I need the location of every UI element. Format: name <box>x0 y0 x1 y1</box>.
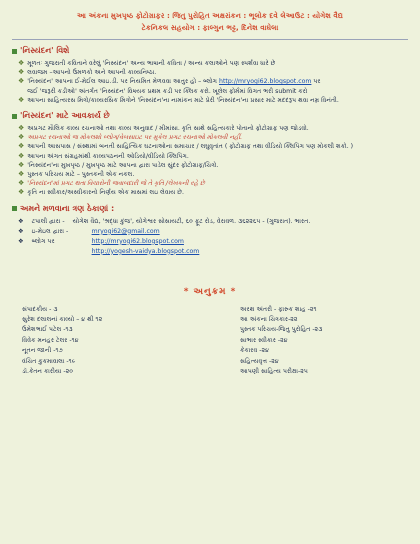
list-item: ❖ અપ્રગટ મૌલિક કાવ્ય રચનાઓ તથા કાવ્ય અનુવાદ / મીમાંસા. કૃતિ સાથે સહિત્યકારે પોતાનો ફોટોગ્રાફ પણ જોડવો. <box>18 124 309 133</box>
index-entry: પુસ્તક પરિચય-જિતુ પુરોહિત -૨૩ <box>240 326 323 334</box>
contact-blog-2 <box>18 247 408 257</box>
index-entry: આપણી સાહિત્ય પરીક્ષા-૨૫ <box>240 368 308 376</box>
contact-blog: ❖ બ્લોગ પર http://mryogi62.blogspot.com <box>18 237 184 245</box>
list-item: ❖ આપના સાહિત્યરસ મિત્રો/કાવ્યરસિક મિત્રોને 'નિસ્યંદન'ના નામાંકન માટે પ્રેરી 'નિસ્યંદન'ના પ્રસાર માટે મદદરૂપ થવા નમ્ર વિનંતી. <box>18 95 339 104</box>
credits-block <box>12 10 408 34</box>
list-item: જઈ 'જરૂરી કડીઓ' અંતર્ગત 'નિસ્યંદન' વિષયક પ્રથમ કડી પર ક્લિક કરો. ખૂલેલ ફોર્મમાં વિગત ભરી submit કરો <box>27 87 308 95</box>
top-divider <box>12 39 408 40</box>
index-entry: કેકારવ -૨૪ <box>240 347 269 355</box>
diamond-icon: ❖ <box>18 237 24 245</box>
list-item: ❖ આપની આસપાસ / સંસ્થામાં બનતી સાહિત્યિક ઘટનાઓના સમાચાર / લઘુવૃતાંત ( ફોટોગ્રાફ તથા વીડિયો ક્લિપિંગ પણ મોકલી શકો. ) <box>18 142 354 151</box>
index-entry: વિવેક મનહર ટેલર -૧૪ <box>22 336 79 344</box>
about-list <box>12 59 408 105</box>
blog-link-2[interactable]: http://yogesh-vaidya.blogspot.com <box>91 247 200 255</box>
list-item: ❖ લવાજમ –આપનો ઉમળકો અને આપની કાવ્યનિષ્ઠા. <box>18 68 157 77</box>
index-right-column <box>240 305 400 378</box>
list-item: ❖ આપના અંગત સંગ્રહમાંથી કાવ્યપઠનની ઓડિયો/વીડિયો ક્લિપિંગ. <box>18 151 189 160</box>
index-columns <box>12 305 408 378</box>
invite-list <box>12 124 408 198</box>
list-item: ❖ 'નિસ્યંદન'ના મુખપૃષ્ઠ / મુખપૃષ્ઠ માટે આપના દ્વારા પાડેલ સુંદર ફોટોગ્રાફ/ચિત્રો. <box>18 160 219 169</box>
contact-email: ❖ ઇ-મેઇલ દ્વારા - mryogi62@gmail.com <box>18 227 160 235</box>
index-entry: વંચિત કુકમાવાલા -૧૯ <box>22 357 76 365</box>
index-entry: આ અંકના ચિત્રકાર-૨૨ <box>240 316 298 324</box>
credits-line-2: ટેકનિકલ સહયોગ : ફાલ્ગુન ભટ્ટ, દિનેશ વાઘેલા <box>141 23 279 32</box>
diamond-icon: ❖ <box>18 170 25 179</box>
list-item: ❖ કૃતિ ના સ્વીકાર/અસ્વીકારનો નિર્ણય એક માસમાં લઇ લેવાય છે. <box>18 188 184 197</box>
index-entry: અરથ અંતરી - ફારુક શાહ -૨૧ <box>240 305 317 313</box>
diamond-icon: ❖ <box>18 124 25 133</box>
contact-section-title: અમને મળવાના ત્રણ ઠેકાણાં : <box>12 204 408 214</box>
diamond-icon: ❖ <box>18 151 25 160</box>
diamond-icon: ❖ <box>18 77 25 86</box>
index-left-column <box>22 305 182 378</box>
index-entry: સાભાર સ્વીકાર -૨૪ <box>240 336 288 344</box>
diamond-icon: ❖ <box>18 160 25 169</box>
index-entry: ડૉ.કેતન કારીયા -૨૦ <box>22 368 73 376</box>
diamond-icon: ❖ <box>18 227 24 235</box>
index-title: * અનુક્રમ * <box>183 286 237 297</box>
list-item: ❖ 'નિસ્યંદન'માં પ્રગટ થતા વિચારોની જવાબદારી જે તે કૃતિ /લેખકની રહે છે <box>18 179 205 188</box>
spacer <box>12 257 408 287</box>
contact-postal: ❖ ટપાલી દ્વારા - યોગેશ વૈદ્ય, 'શ્રદ્ધા કુંજ', યોગેશ્વર સોસાયટી, ૬૦ ફૂટ રોડ, વેરાવળ. ૩૬૨૨૬૫ - (ગુજરાત). ભારત. <box>18 217 311 225</box>
index-entry: સંપાદકીય - ૩ <box>22 305 58 313</box>
index-entry: સહિત્યવૃત્ત -૨૪ <box>240 357 279 365</box>
list-item: ❖ 'નિસ્યંદન' આપના ઈ-મેઈલ આઇ.ડી. પર નિયમિત મેળવવા આતુર હો – બ્લોગ http://mryogi62.blogspot.com પર <box>18 77 321 86</box>
credits-line-1: આ અંકના મુખપૃષ્ઠ ફોટોગ્રાફર : જિતુ પુરોહિત અક્ષરાંકન : ભૂલોક દવે લેઆઉટ : યોગેશ વૈદ્ય <box>77 11 343 20</box>
diamond-icon: ❖ <box>18 217 24 225</box>
diamond-icon: ❖ <box>18 188 25 197</box>
diamond-icon: ❖ <box>18 179 25 188</box>
blog-link-1[interactable]: http://mryogi62.blogspot.com <box>91 237 184 245</box>
diamond-icon: ❖ <box>18 95 25 104</box>
index-entry: નૂતન જાની -૧૭ <box>22 347 63 355</box>
list-item: ❖ મૂળતઃ ગુજરાતી કવિતાને વરેલું 'નિસ્યંદન' અન્ય ભાષાની કવિતા / અન્ય કલાઓને પણ સ્પર્શવા ધારે છે <box>18 59 276 67</box>
list-item: ❖ પુસ્તક પરિચય માટે – પુસ્તકની એક નકલ. <box>18 170 135 179</box>
email-link[interactable]: mryogi62@gmail.com <box>91 227 160 235</box>
index-entry: ઉમેશભાઈ પટેલ -૧૩ <box>22 326 73 334</box>
index-entry: સુરેશ દલાલનાં કાવ્યો – ૪ થી ૧૨ <box>22 316 103 324</box>
diamond-icon: ❖ <box>18 133 25 142</box>
blog-link[interactable]: http://mryogi62.blogspot.com <box>219 78 312 86</box>
diamond-icon: ❖ <box>18 142 25 151</box>
section-bullet-icon <box>12 49 17 54</box>
contact-list <box>12 217 408 257</box>
invite-section-title: 'નિસ્યંદન' માટે આવકાર્ય છે <box>12 111 408 121</box>
section-bullet-icon <box>12 206 17 211</box>
list-item: ❖ અપ્રગટ રચનાઓ જ મોકલશો બ્લોગ/વેબસાઇટ પર મુકેલ પ્રગટ રચનાઓ મોકલવી નહીં. <box>18 133 243 142</box>
about-section-title: 'નિસ્યંદન' વિશે <box>12 46 408 56</box>
section-bullet-icon <box>12 114 17 119</box>
diamond-icon: ❖ <box>18 59 25 67</box>
diamond-icon: ❖ <box>18 68 25 77</box>
